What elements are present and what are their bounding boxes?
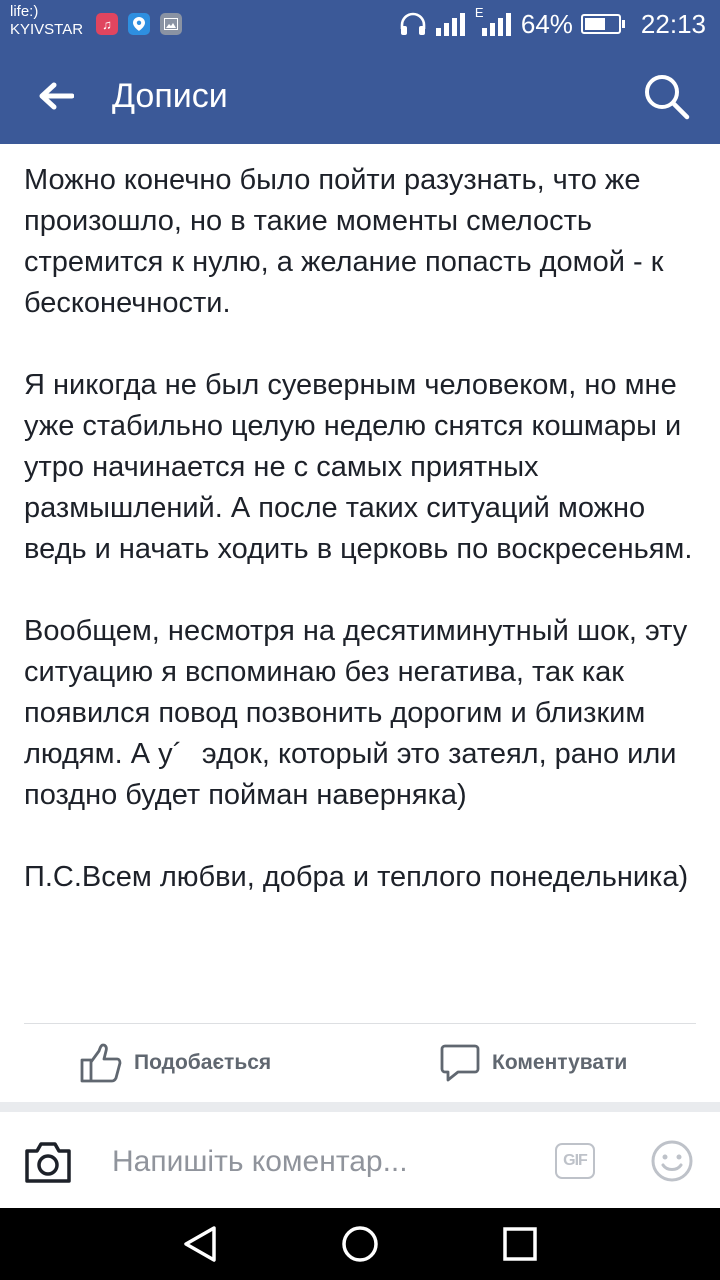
post-paragraph: Вообщем, несмотря на десятиминутный шок, эту ситуацию я вспоминаю без негатива, так как появился повод позвонить дорогим и близким людям. А у´ эдок, который это затеял, рано или поздно будет пойман наверняка) <box>24 615 688 811</box>
triangle-back-icon <box>182 1225 218 1263</box>
comment-button[interactable] <box>440 1024 627 1102</box>
notification-icons <box>96 13 182 35</box>
speech-bubble-icon <box>440 1043 480 1083</box>
nav-home-button[interactable] <box>330 1220 390 1268</box>
emoji-button[interactable] <box>650 1139 694 1183</box>
gif-button[interactable] <box>555 1143 595 1179</box>
music-app-icon: ♫ <box>96 13 118 35</box>
thumbs-up-icon <box>80 1043 122 1083</box>
section-separator <box>0 1102 720 1112</box>
system-nav-bar <box>0 1208 720 1280</box>
search-icon <box>642 72 690 120</box>
nav-recent-button[interactable] <box>490 1220 550 1268</box>
like-button[interactable] <box>80 1024 271 1102</box>
page-title: Дописи <box>112 77 228 115</box>
search-button[interactable] <box>640 70 692 122</box>
battery-icon <box>581 14 621 34</box>
square-recent-icon <box>502 1226 538 1262</box>
comment-composer <box>0 1112 720 1208</box>
camera-button[interactable] <box>22 1136 74 1188</box>
nav-back-button[interactable] <box>170 1220 230 1268</box>
carrier-line-1: life:) <box>10 3 39 20</box>
status-bar <box>0 0 720 48</box>
battery-percent: 64% <box>520 8 573 39</box>
clock: 22:13 <box>640 8 706 39</box>
post-paragraph: П.С.Всем любви, добра и теплого понедельника) <box>24 861 689 893</box>
gif-label: GIF <box>563 1152 587 1169</box>
carrier-label <box>10 3 83 39</box>
carrier-line-2: KYIVSTAR <box>10 21 84 38</box>
arrow-left-icon <box>38 81 74 111</box>
signal-strength-e-icon <box>474 5 513 36</box>
network-type-label: E <box>474 5 484 20</box>
comment-label: Коментувати <box>492 1051 628 1074</box>
back-button[interactable] <box>30 72 82 120</box>
headphones-icon <box>399 11 427 37</box>
post-actions <box>0 1024 720 1102</box>
post-paragraph: Можно конечно было пойти разузнать, что же произошло, но в такие моменты смелость стремится к нулю, а желание попасть домой - к бесконечности. <box>24 164 664 319</box>
app-bar <box>0 48 720 144</box>
status-indicators <box>399 0 706 48</box>
circle-home-icon <box>340 1224 380 1264</box>
signal-strength-icon <box>435 12 467 36</box>
like-label: Подобається <box>134 1051 272 1074</box>
smiley-icon <box>650 1139 694 1183</box>
battery-level <box>585 18 605 30</box>
post-body <box>24 160 704 898</box>
maps-app-icon <box>128 13 150 35</box>
comment-input[interactable] <box>112 1136 532 1188</box>
camera-icon <box>23 1140 73 1184</box>
gallery-app-icon <box>160 13 182 35</box>
post-paragraph: Я никогда не был суеверным человеком, но мне уже стабильно целую неделю снятся кошмары и утро начинается не с самых приятных размышлений. А после таких ситуаций можно ведь и начать ходить в церковь по воскресеньям. <box>24 369 693 565</box>
